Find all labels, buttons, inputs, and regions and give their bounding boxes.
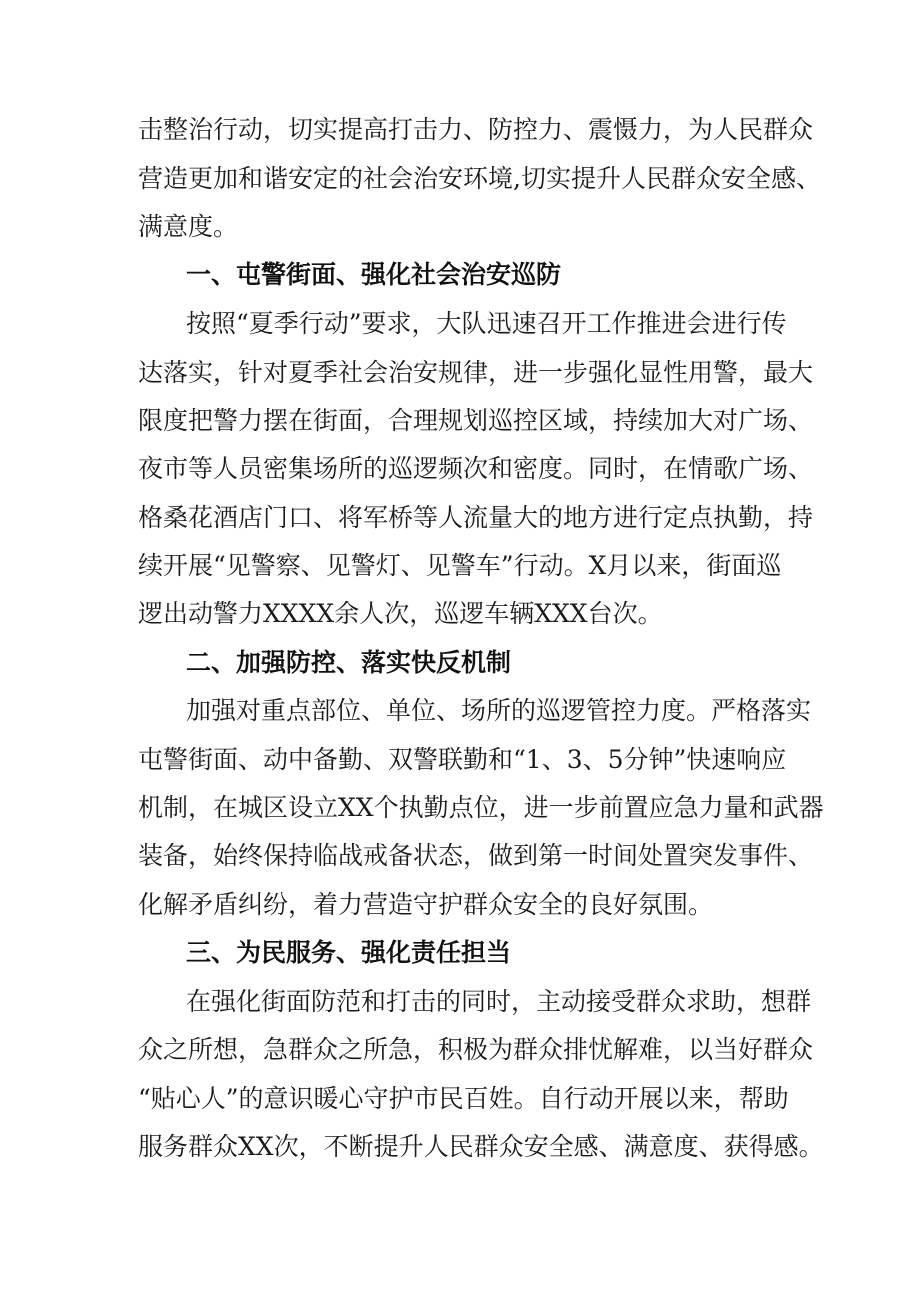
paragraph-line: 营造更加和谐安定的社会治安环境,切实提升人民群众安全感、: [138, 164, 821, 193]
paragraph-line: 加强对重点部位、单位、场所的巡逻管控力度。严格落实: [186, 696, 812, 725]
section-heading-1: 一、屯警街面、强化社会治安巡防: [186, 260, 562, 289]
paragraph-line: 在强化街面防范和打击的同时，主动接受群众求助，想群: [186, 987, 812, 1016]
paragraph-line: 装备，始终保持临战戒备状态，做到第一时间处置突发事件、: [138, 841, 814, 870]
paragraph-line: 击整治行动，切实提高打击力、防控力、震慑力，为人民群众: [138, 115, 814, 144]
paragraph-line: 续开展“见警察、见警灯、见警车”行动。X月以来，街面巡: [138, 551, 782, 580]
paragraph-line: 屯警街面、动中备勤、双警联勤和“1、3、5分钟”快速响应: [138, 745, 787, 774]
paragraph-line: 限度把警力摆在街面，合理规划巡控区域，持续加大对广场、: [138, 406, 814, 435]
paragraph-line: 众之所想，急群众之所急，积极为群众排忧解难，以当好群众: [138, 1035, 814, 1064]
paragraph-line: 夜市等人员密集场所的巡逻频次和密度。同时，在情歌广场、: [138, 454, 814, 483]
section-heading-2: 二、加强防控、落实快反机制: [186, 648, 512, 677]
paragraph-line: 机制，在城区设立XX个执勤点位，进一步前置应急力量和武器: [138, 793, 824, 822]
paragraph-line: 按照“夏季行动”要求，大队迅速召开工作推进会进行传: [186, 309, 787, 338]
paragraph-line: 逻出动警力XXXX余人次，巡逻车辆XXX台次。: [138, 599, 663, 628]
paragraph-line: 格桑花酒店门口、将军桥等人流量大的地方进行定点执勤，持: [138, 503, 814, 532]
section-heading-3: 三、为民服务、强化责任担当: [186, 938, 512, 967]
paragraph-line: 化解矛盾纠纷，着力营造守护群众安全的良好氛围。: [138, 890, 714, 919]
paragraph-line: “贴心人”的意识暖心守护市民百姓。自行动开展以来，帮助: [138, 1084, 789, 1113]
paragraph-line: 满意度。: [138, 212, 239, 241]
paragraph-line: 达落实，针对夏季社会治安规律，进一步强化显性用警，最大: [138, 358, 814, 387]
paragraph-line: 服务群众XX次，不断提升人民群众安全感、满意度、获得感。: [138, 1132, 824, 1161]
